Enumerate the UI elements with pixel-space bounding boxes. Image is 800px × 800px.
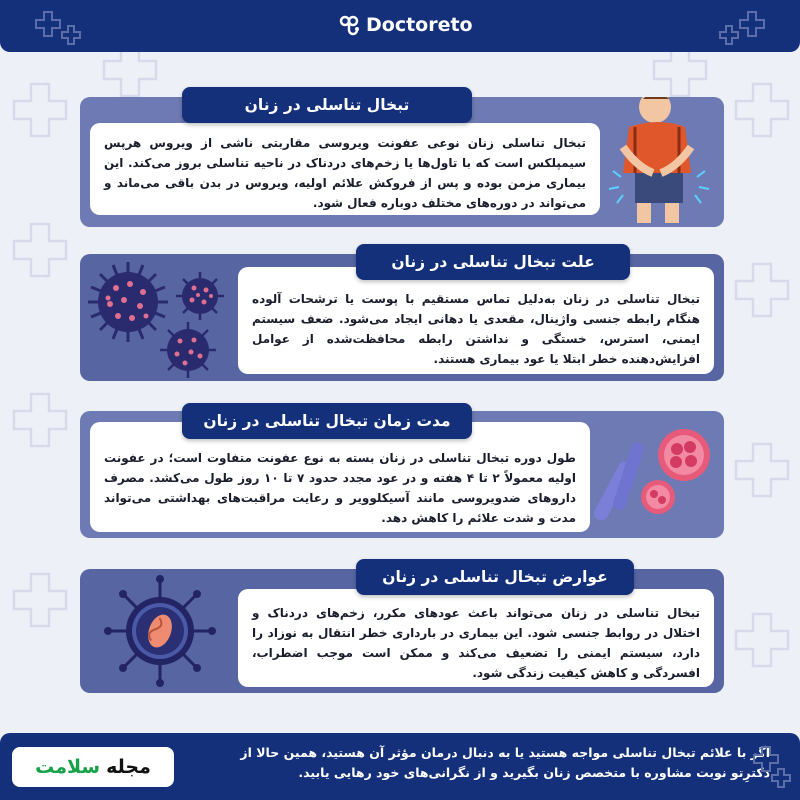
herpes-virus-capsid-illustration <box>80 569 240 693</box>
section-title: عوارض تبخال تناسلی در زنان <box>356 559 634 595</box>
cell-cluster-icon <box>641 480 675 514</box>
section-causes <box>80 254 724 381</box>
virus-particles-illustration <box>80 254 235 381</box>
section-body: تبخال تناسلی در زنان به‌دلیل تماس مستقیم با پوست یا ترشحات آلوده هنگام رابطه جنسی واژینال، مقعدی یا دهانی ایجاد می‌شود. ضعف سیستم ایمنی، استرس، خستگی و نداشتن رابطه محافظت‌شده از عوامل افزایش‌دهنده خطر ابتلا یا عود بیماری هستند. <box>238 267 714 374</box>
section-duration <box>80 411 724 538</box>
section-body: تبخال تناسلی در زنان می‌تواند باعث عودهای مکرر، زخم‌های دردناک و اختلال در روابط جنسی شود. این بیماری در بارداری خطر انتقال به نوزاد را دارد، سیستم ایمنی را تضعیف می‌کند و ممکن است موجب اضطراب، افسردگی و کاهش کیفیت زندگی شود. <box>238 589 714 687</box>
section-title: مدت زمان تبخال تناسلی در زنان <box>182 403 472 439</box>
cta-line-1: اگر با علائم تبخال تناسلی مواجه هستید یا به دنبال درمان مؤثر آن هستید، همین حالا از <box>240 745 770 760</box>
virus-icon <box>176 272 224 320</box>
brand-name: Doctoreto <box>366 14 473 36</box>
medical-cross-icon <box>714 8 770 46</box>
virus-icon <box>160 322 216 378</box>
medical-cross-icon <box>748 745 794 791</box>
doctoreto-logo[interactable] <box>338 12 473 38</box>
cta-line-2: دکترِتو نوبت مشاوره با متخصص زنان بگیرید و از نگرانی‌های خود رهایی یابید. <box>298 765 770 780</box>
cta-text <box>210 743 770 783</box>
woman-in-pain-illustration <box>605 97 724 227</box>
site-header <box>0 0 800 52</box>
cta-footer <box>0 733 800 800</box>
cell-cluster-icon <box>658 429 710 481</box>
medical-cross-icon <box>30 8 86 46</box>
section-complications <box>80 569 724 693</box>
section-title: تبخال تناسلی در زنان <box>182 87 472 123</box>
section-body: طول دوره تبخال تناسلی در زنان بسته به نوع عفونت متفاوت است؛ در عفونت اولیه معمولاً ۲ تا ۴ هفته و در عود مجدد حدود ۷ تا ۱۰ روز طول می‌کشد. مصرف داروهای ضدویروسی مانند آسیکلوویر و رعایت مراقبت‌های بهداشتی می‌تواند مدت و شدت علائم را کاهش دهد. <box>90 422 590 532</box>
stethoscope-logo-icon <box>338 13 362 37</box>
section-body: تبخال تناسلی زنان نوعی عفونت ویروسی مقاربتی ناشی از ویروس هرپس سیمپلکس است که با تاول‌ها یا زخم‌های دردناک در ناحیه تناسلی بروز می‌کند. این بیماری مزمن بوده و پس از فروکش علائم اولیه، ویروس در بدن باقی می‌ماند و می‌تواند در دوره‌های مختلف دوباره فعال شود. <box>90 123 600 215</box>
section-title: علت تبخال تناسلی در زنان <box>356 244 630 280</box>
badge-brand: سلامت <box>35 756 101 778</box>
virus-icon <box>88 262 168 342</box>
health-magazine-badge[interactable] <box>12 747 174 787</box>
cells-microscope-illustration <box>592 411 724 538</box>
section-definition <box>80 97 724 227</box>
badge-word: مجله <box>106 756 151 778</box>
